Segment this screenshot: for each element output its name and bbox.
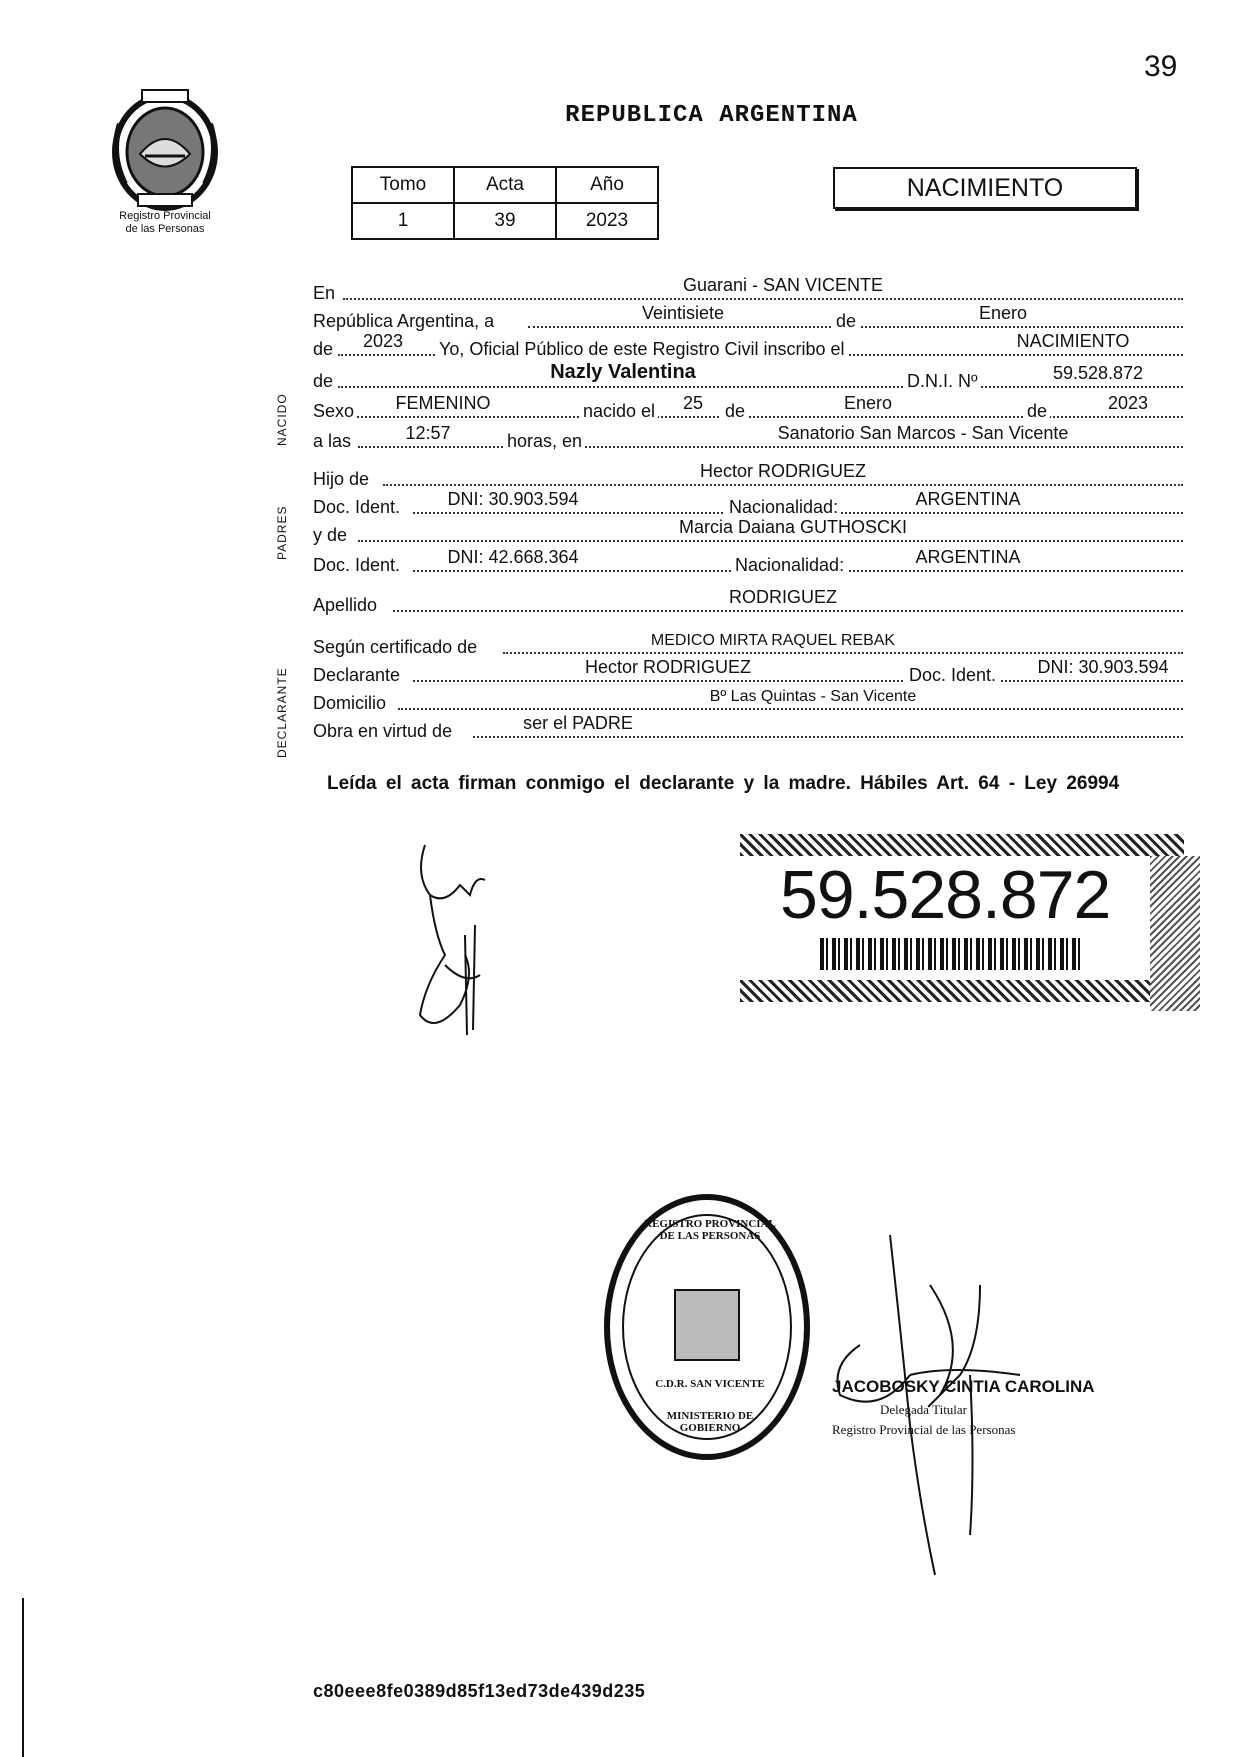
logo-caption: Registro Provincial de las Personas [119, 210, 211, 235]
side-label-padres: PADRES [275, 505, 289, 560]
value-acta: 39 [454, 203, 556, 239]
header-anio: Año [556, 167, 658, 203]
dni-sticker [740, 834, 1184, 1002]
row-obra: Obra en virtud de ser el PADRE [313, 716, 1185, 742]
birth-day-value: 25 [682, 393, 704, 413]
act-type-box: NACIMIENTO [833, 167, 1137, 209]
dni-sticker-number: 59.528.872 [780, 857, 1111, 933]
row-doc-padre: Doc. Ident. DNI: 30.903.594 Nacionalidad: ARGENTINA [313, 492, 1185, 518]
birth-year-value: 2023 [1107, 393, 1149, 413]
row-padre: Hijo de Hector RODRIGUEZ [313, 464, 1185, 490]
mother-nationality-value: ARGENTINA [915, 547, 1021, 567]
declarant-value: Hector RODRIGUEZ [584, 657, 752, 677]
barcode-icon [820, 938, 1080, 970]
register-value-row [352, 203, 658, 239]
stamp-outer-text: REGISTRO PROVINCIAL DE LAS PERSONAS [644, 1218, 776, 1242]
father-value: Hector RODRIGUEZ [699, 461, 867, 481]
year-value: 2023 [362, 331, 404, 351]
declarant-doc-value: DNI: 30.903.594 [1037, 657, 1169, 677]
page-number: 39 [1144, 50, 1178, 83]
reason-value: ser el PADRE [523, 713, 633, 733]
certificate-value: MEDICO MIRTA RAQUEL REBAK [650, 632, 896, 649]
birth-time-value: 12:57 [405, 423, 451, 443]
declarant-signature-icon [405, 835, 510, 1050]
month-value: Enero [978, 303, 1028, 323]
birth-month-value: Enero [843, 393, 893, 413]
signatory-role: Delegada Titular [880, 1402, 968, 1417]
sex-value: FEMENINO [395, 393, 491, 413]
margin-line [22, 1598, 24, 1757]
father-doc-value: DNI: 30.903.594 [447, 489, 579, 509]
stamp-bottom-text: MINISTERIO DE GOBIERNO [666, 1410, 754, 1434]
side-label-declarante: DECLARANTE [275, 667, 289, 758]
stamp-inner-text: C.D.R. SAN VICENTE [655, 1378, 765, 1390]
header-tomo: Tomo [352, 167, 454, 203]
side-label-nacido: NACIDO [275, 393, 289, 446]
row-declarante: Declarante Hector RODRIGUEZ Doc. Ident. DNI: 30.903.594 [313, 660, 1185, 686]
row-certificado: Según certificado de MEDICO MIRTA RAQUEL REBAK [313, 632, 1185, 658]
row-sexo: Sexo FEMENINO nacido el 25 de Enero de 2023 [313, 396, 1185, 422]
register-table [351, 166, 659, 240]
register-header-row [352, 167, 658, 203]
dni-value: 59.528.872 [1052, 363, 1144, 383]
security-pattern-icon [1150, 856, 1200, 1011]
header-acta: Acta [454, 167, 556, 203]
row-doc-madre: Doc. Ident. DNI: 42.668.364 Nacionalidad: ARGENTINA [313, 550, 1185, 576]
signatory-name: JACOBOSKY CINTIA CAROLINA [832, 1377, 1095, 1396]
name-value: Nazly Valentina [550, 361, 696, 383]
document-title: REPUBLICA ARGENTINA [565, 102, 858, 129]
father-nationality-value: ARGENTINA [915, 489, 1021, 509]
document-hash: c80eee8fe0389d85f13ed73de439d235 [313, 1681, 646, 1701]
row-apellido: Apellido RODRIGUEZ [313, 590, 1185, 616]
day-value: Veintisiete [641, 303, 725, 323]
legal-text: Leída el acta firman conmigo el declarante y la madre. Hábiles Art. 64 - Ley 26994 [327, 773, 1120, 794]
value-anio: 2023 [556, 203, 658, 239]
row-hora: a las 12:57 horas, en Sanatorio San Marcos - San Vicente [313, 426, 1185, 452]
province-seal-icon [100, 84, 230, 214]
row-republica: República Argentina, a Veintisiete de Enero [313, 306, 1185, 332]
surname-value: RODRIGUEZ [729, 587, 837, 607]
act-value: NACIMIENTO [1016, 331, 1130, 351]
mother-doc-value: DNI: 42.668.364 [447, 547, 579, 567]
birth-place-value: Sanatorio San Marcos - San Vicente [777, 423, 1069, 443]
row-nombre: de Nazly Valentina D.N.I. Nº 59.528.872 [313, 366, 1185, 392]
row-inscribo: de 2023 Yo, Oficial Público de este Registro Civil inscribo el NACIMIENTO [313, 334, 1185, 360]
place-value: Guarani - SAN VICENTE [682, 275, 884, 295]
value-tomo: 1 [352, 203, 454, 239]
row-madre: y de Marcia Daiana GUTHOSCKI [313, 520, 1185, 546]
address-value: Bº Las Quintas - San Vicente [709, 688, 917, 705]
mother-value: Marcia Daiana GUTHOSCKI [678, 517, 908, 537]
row-en: En Guarani - SAN VICENTE [313, 278, 1185, 304]
row-domicilio: Domicilio Bº Las Quintas - San Vicente [313, 688, 1185, 714]
signatory-org: Registro Provincial de las Personas [832, 1422, 1016, 1437]
